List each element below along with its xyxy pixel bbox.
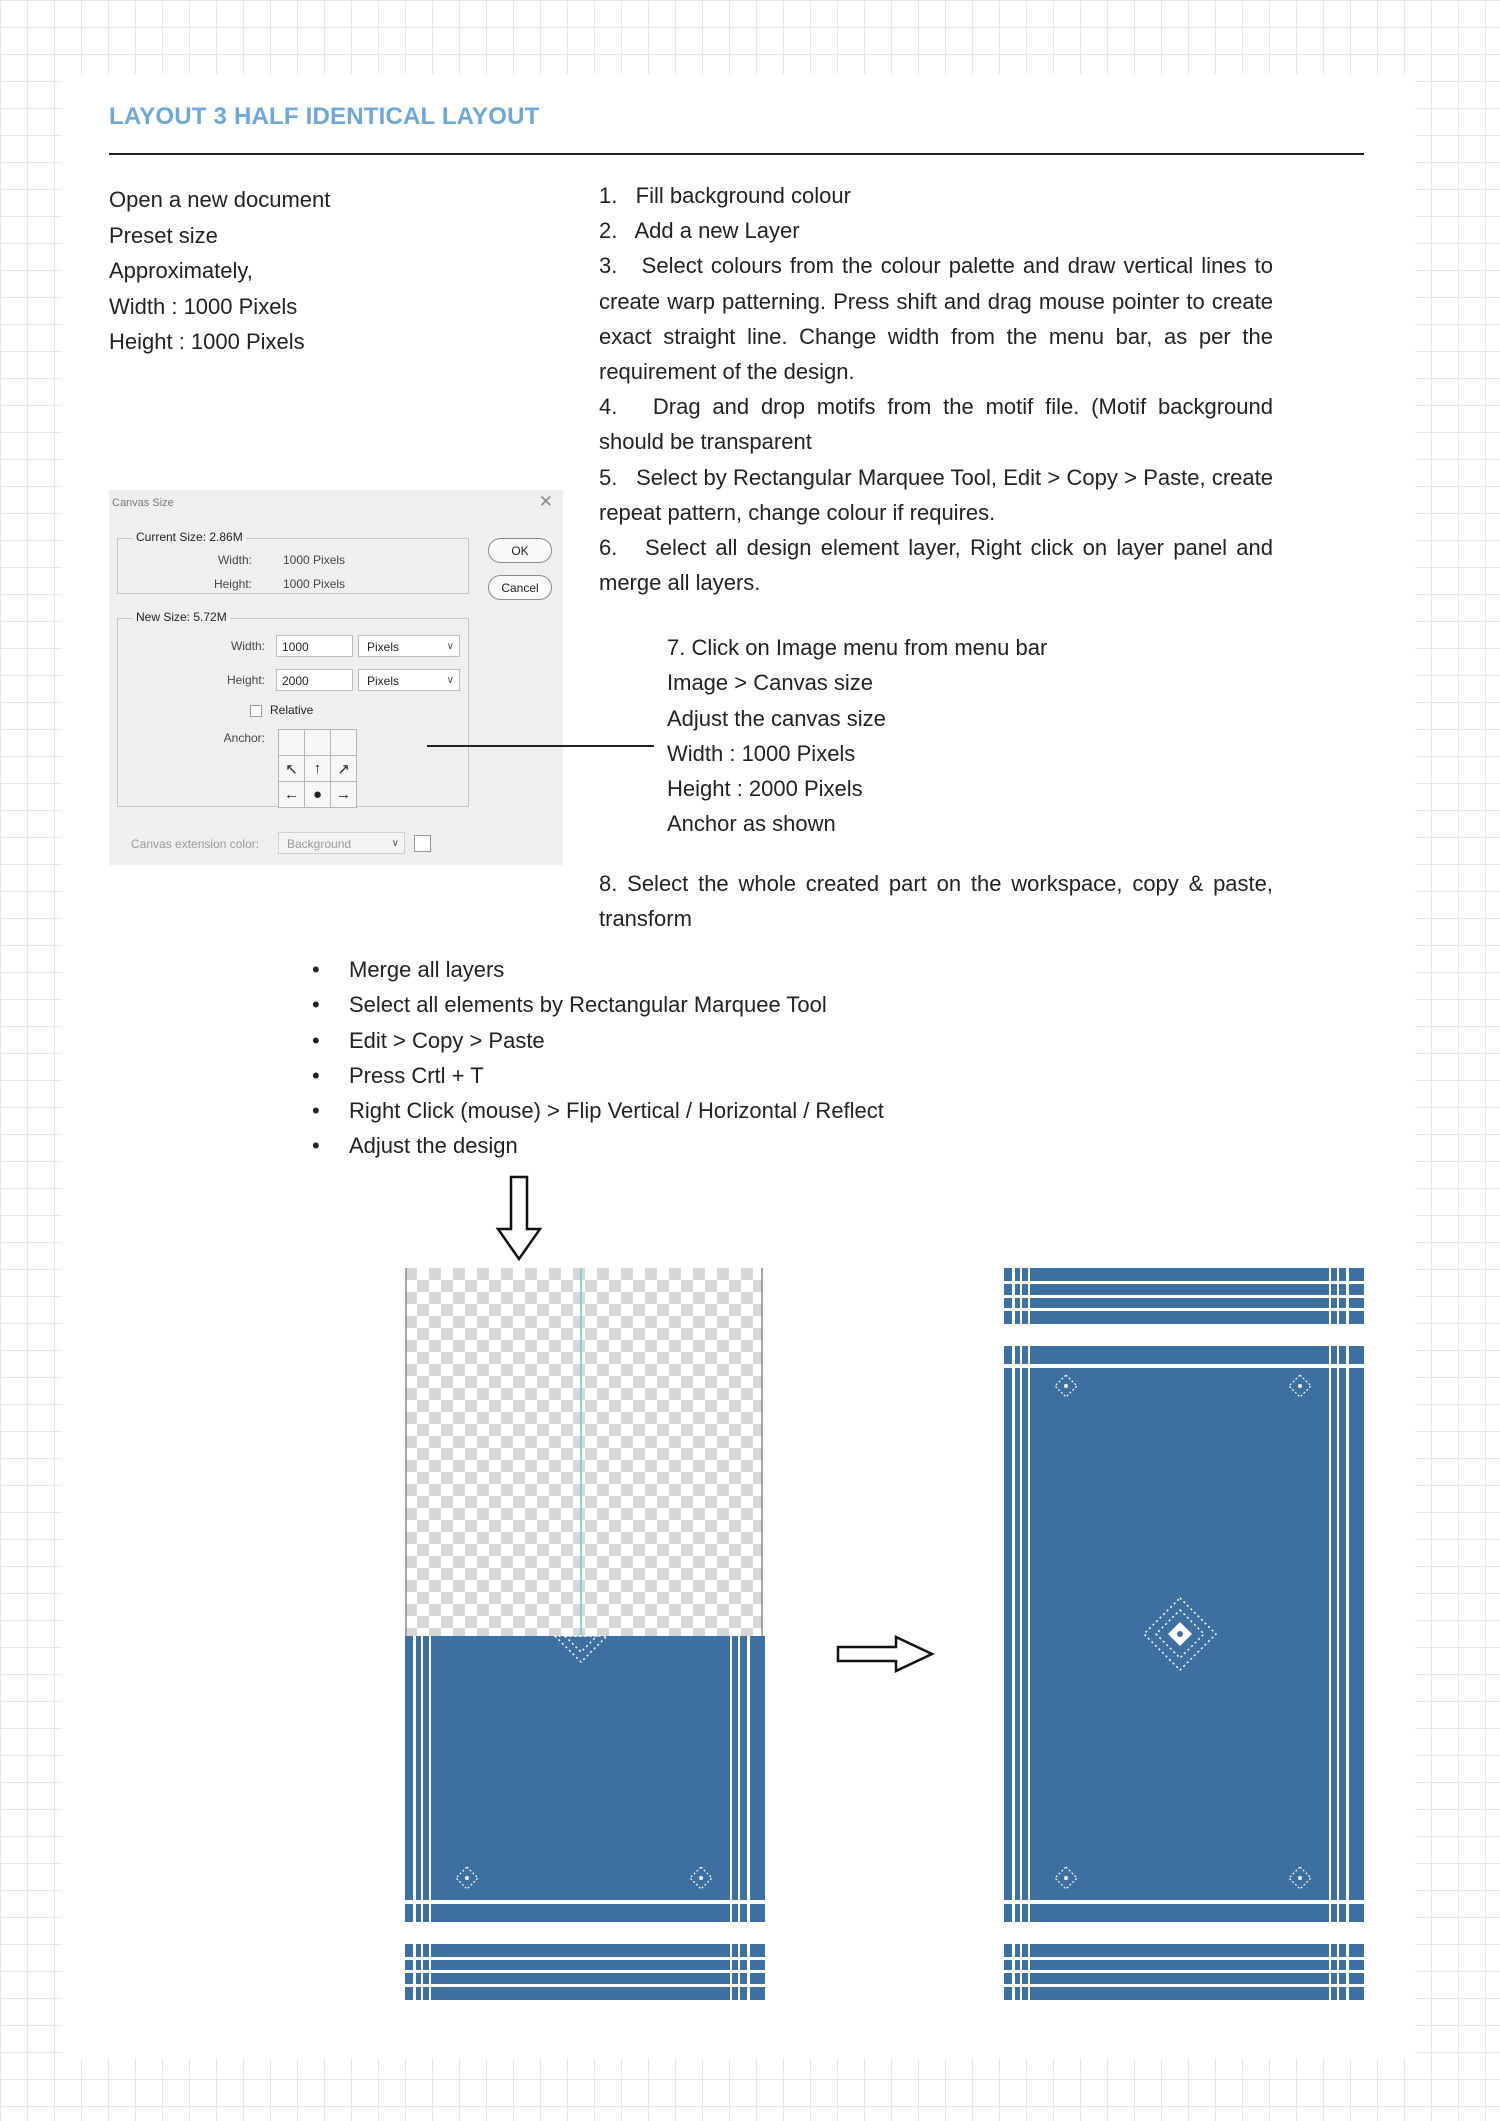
current-height-label: Height: — [213, 577, 252, 591]
chevron-down-icon: ∨ — [391, 838, 399, 849]
left-instructions — [109, 182, 330, 360]
extension-color-select[interactable] — [278, 832, 405, 854]
width-unit-value: Pixels — [367, 640, 400, 654]
step-item: 2. Add a new Layer — [599, 218, 800, 244]
anchor-cell-empty[interactable] — [278, 729, 305, 756]
step-7-line: Anchor as shown — [667, 811, 836, 837]
step-item: 4. Drag and drop motifs from the motif file. (Motif background should be transparent — [599, 394, 1273, 455]
anchor-grid[interactable] — [279, 730, 357, 808]
relative-checkbox[interactable] — [250, 705, 262, 717]
anchor-label: Anchor: — [223, 731, 265, 745]
connector-line — [427, 745, 654, 747]
arrow-right-icon — [836, 1635, 936, 1675]
left-instruction-line: Open a new document — [109, 187, 331, 212]
anchor-center-dot-icon[interactable]: ● — [304, 781, 331, 808]
anchor-cell-empty[interactable] — [330, 729, 357, 756]
height-unit-select[interactable] — [358, 669, 460, 691]
arrow-up-icon[interactable]: ↑ — [304, 755, 331, 782]
step-item: 5. Select by Rectangular Marquee Tool, Edit > Copy > Paste, create repeat pattern, change colour if requires. — [599, 464, 1273, 525]
arrow-down-icon — [495, 1175, 545, 1262]
new-size-label: New Size: 5.72M — [133, 610, 230, 624]
current-width-value: 1000 Pixels — [283, 553, 346, 567]
extension-color-value: Background — [287, 837, 352, 851]
half-design-canvas — [405, 1268, 765, 2000]
current-height-value: 1000 Pixels — [283, 577, 346, 591]
chevron-down-icon: ∨ — [446, 641, 454, 652]
cancel-button[interactable]: Cancel — [488, 575, 552, 600]
height-input[interactable]: 2000 — [276, 669, 353, 691]
step-7-line: 7. Click on Image menu from menu bar — [667, 635, 1048, 660]
current-width-label: Width: — [217, 553, 252, 567]
arrow-right-icon[interactable]: → — [330, 781, 357, 808]
current-size-label: Current Size: 2.86M — [133, 530, 246, 544]
ok-button[interactable]: OK — [488, 538, 552, 563]
step-7-line: Adjust the canvas size — [667, 705, 886, 731]
title-rule — [109, 153, 1364, 155]
height-unit-value: Pixels — [367, 674, 400, 688]
arrow-up-right-icon[interactable]: ↗ — [330, 755, 357, 782]
bullet-item: • Adjust the design — [312, 1128, 884, 1163]
close-icon[interactable]: ✕ — [538, 492, 553, 511]
canvas-size-dialog — [109, 490, 563, 865]
dialog-title: Canvas Size — [112, 497, 174, 509]
anchor-cell-empty[interactable] — [304, 729, 331, 756]
bullet-item: • Right Click (mouse) > Flip Vertical / Horizontal / Reflect — [312, 1093, 884, 1128]
step-7-line: Height : 2000 Pixels — [667, 776, 863, 802]
bullet-item: • Merge all layers — [312, 952, 884, 987]
bullet-item: • Select all elements by Rectangular Marquee Tool — [312, 987, 884, 1022]
width-unit-select[interactable] — [358, 635, 460, 657]
bullet-list — [312, 952, 884, 1164]
chevron-down-icon: ∨ — [446, 675, 454, 686]
new-height-label: Height: — [226, 673, 265, 687]
bullet-item: • Press Crtl + T — [312, 1058, 884, 1093]
step-8-text: 8. Select the whole created part on the workspace, copy & paste, transform — [599, 871, 1273, 932]
left-instruction-line: Preset size — [109, 222, 218, 248]
left-instruction-line: Approximately, — [109, 258, 253, 283]
step-7-line: Image > Canvas size — [667, 670, 874, 696]
steps-list — [599, 178, 1273, 600]
step-7-line: Width : 1000 Pixels — [667, 740, 856, 766]
page-title: LAYOUT 3 HALF IDENTICAL LAYOUT — [109, 103, 540, 130]
width-input[interactable]: 1000 — [276, 635, 353, 657]
left-instruction-line: Width : 1000 Pixels — [109, 293, 298, 319]
step-item: 3. Select colours from the colour palette and draw vertical lines to create warp patterning. Press shift and drag mouse pointer to create exact straight line. Change width from the menu bar, as per the requirement of the design. — [599, 253, 1273, 385]
left-instruction-line: Height : 1000 Pixels — [109, 329, 305, 354]
step-item: 1. Fill background colour — [599, 183, 851, 208]
new-width-label: Width: — [230, 639, 265, 653]
step-item: 6. Select all design element layer, Right click on layer panel and merge all layers. — [599, 535, 1273, 596]
transparent-area — [406, 1268, 762, 1636]
step-7-block — [667, 630, 1047, 842]
bullet-item: • Edit > Copy > Paste — [312, 1023, 884, 1058]
arrow-up-left-icon[interactable]: ↖ — [278, 755, 305, 782]
extension-color-label: Canvas extension color: — [131, 837, 260, 851]
relative-label: Relative — [270, 703, 314, 717]
arrow-left-icon[interactable]: ← — [278, 781, 305, 808]
full-design-result — [1004, 1268, 1364, 2000]
extension-color-swatch[interactable] — [414, 835, 431, 852]
